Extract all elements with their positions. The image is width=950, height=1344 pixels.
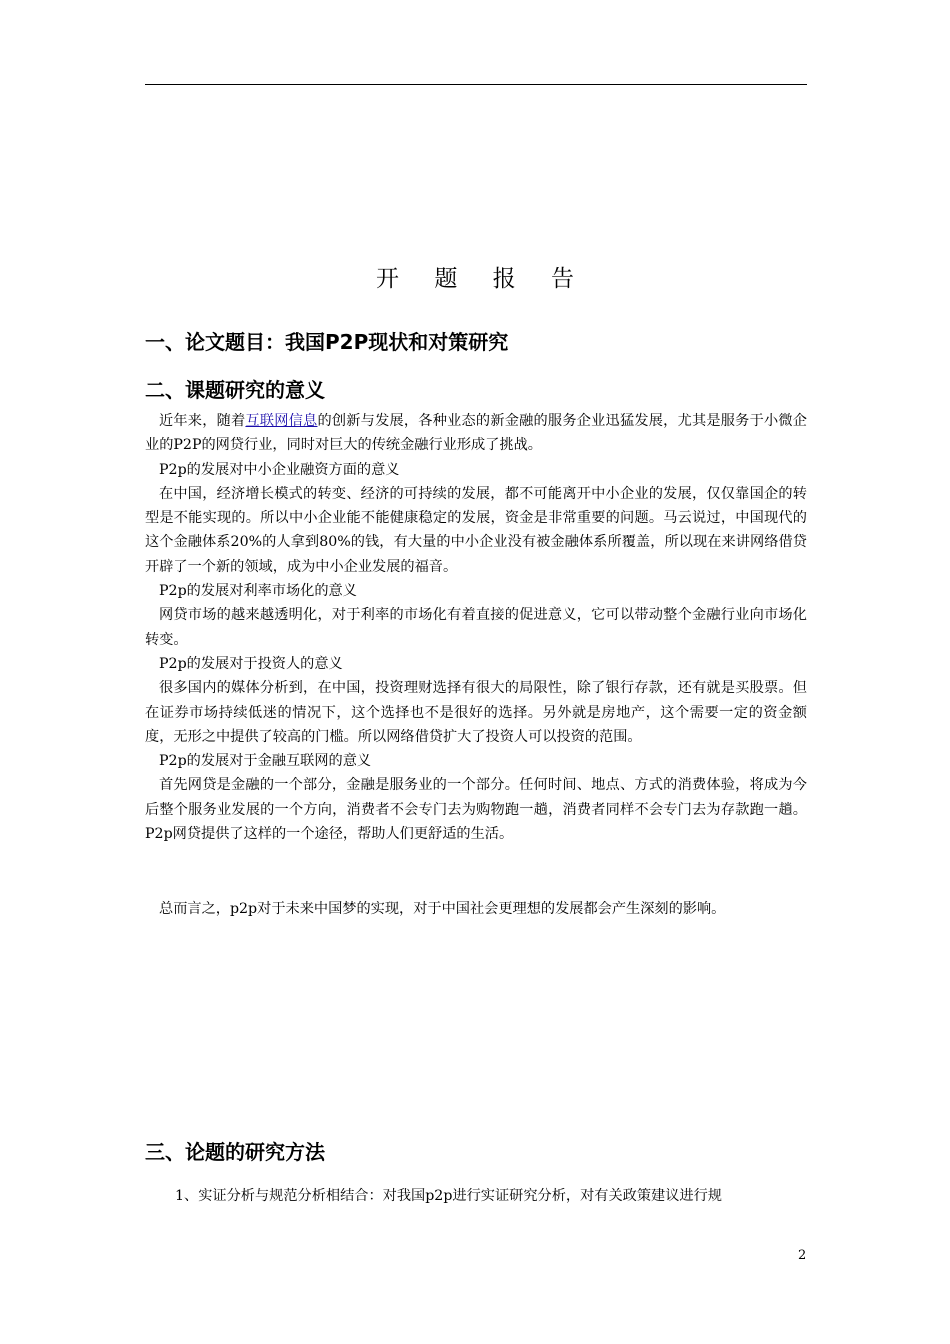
- header-rule: [145, 84, 807, 85]
- internet-info-link[interactable]: 互联网信息: [245, 413, 318, 429]
- section1-heading: 一、论文题目：我国P2P现状和对策研究: [145, 330, 509, 354]
- subsection-3-title: P2p的发展对于投资人的意义: [159, 655, 343, 672]
- intro-text-after-link: 的创新与发展，各种业态的新金融的服务企业迅猛发展，尤其是服务于小微企业的P2P的网贷行业，同时对巨大的传统金融行业形成了挑战。: [145, 413, 807, 454]
- section2-heading: 二、课题研究的意义: [145, 378, 325, 402]
- intro-text-before-link: 近年来，随着: [159, 413, 246, 429]
- subsection-2-title: P2p的发展对利率市场化的意义: [159, 583, 357, 600]
- subsection-3-body: 很多国内的媒体分析到，在中国，投资理财选择有很大的局限性，除了银行存款，还有就是买股票。但在证券市场持续低迷的情况下，这个选择也不是很好的选择。另外就是房地产，这个需要一定的资金额度，无形之中提供了较高的门槛。所以网络借贷扩大了投资人可以投资的范围。: [145, 680, 807, 745]
- subsection-4-body: 首先网贷是金融的一个部分，金融是服务业的一个部分。任何时间、地点、方式的消费体验，将成为今后整个服务业发展的一个方向，消费者不会专门去为购物跑一趟，消费者同样不会专门去为存款跑一趟。P2p网贷提供了这样的一个途径，帮助人们更舒适的生活。: [145, 777, 807, 843]
- subsection-4-title: P2p的发展对于金融互联网的意义: [159, 753, 372, 770]
- subsection-2-body: 网贷市场的越来越透明化，对于利率的市场化有着直接的促进意义，它可以带动整个金融行业向市场化转变。: [145, 607, 807, 648]
- method-item-1: 1、实证分析与规范分析相结合：对我国p2p进行实证研究分析，对有关政策建议进行规: [175, 1188, 722, 1204]
- conclusion-paragraph: 总而言之，p2p对于未来中国梦的实现，对于中国社会更理想的发展都会产生深刻的影响。: [159, 901, 726, 917]
- subsection-1-title: P2p的发展对中小企业融资方面的意义: [159, 461, 400, 478]
- page-number: 2: [798, 1248, 807, 1263]
- section2-body: [145, 409, 807, 846]
- subsection-1-body: 在中国，经济增长模式的转变、经济的可持续的发展，都不可能离开中小企业的发展，仅仅靠国企的转型是不能实现的。所以中小企业能不能健康稳定的发展，资金是非常重要的问题。马云说过，中国现代的这个金融体系20%的人拿到80%的钱，有大量的中小企业没有被金融体系所覆盖，所以现在来讲网络借贷开辟了一个新的领域，成为中小企业发展的福音。: [145, 485, 807, 575]
- section3-heading: 三、论题的研究方法: [145, 1140, 325, 1164]
- intro-paragraph: [145, 409, 807, 458]
- document-title: 开 题 报 告: [376, 266, 588, 292]
